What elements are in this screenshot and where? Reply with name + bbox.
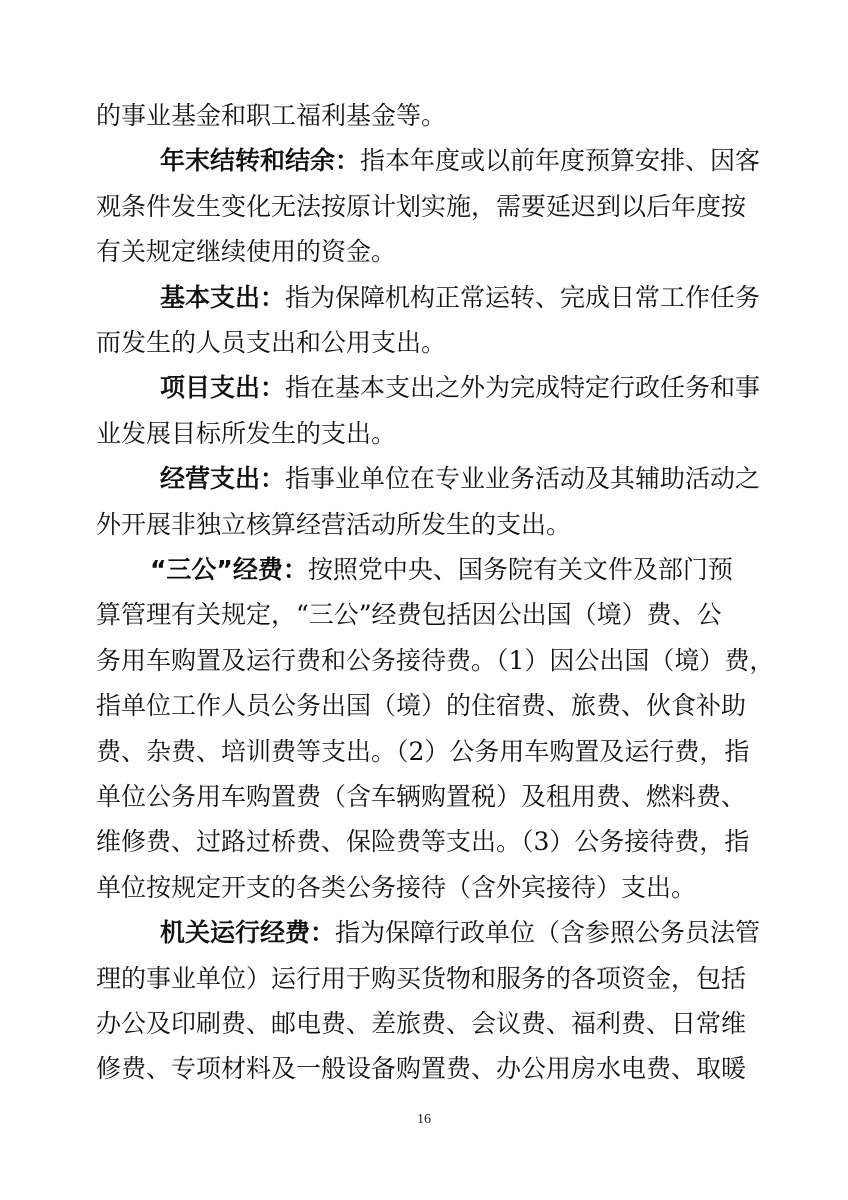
paragraph-line: [96, 1002, 756, 1046]
body-text: 修费、专项材料及一般设备购置费、办公用房水电费、取暖: [96, 1054, 747, 1083]
paragraph-line: [150, 548, 756, 592]
paragraph-line: [96, 639, 775, 683]
paragraph-line: [96, 866, 756, 910]
paragraph-line: [96, 185, 756, 229]
body-text: 单位按规定开支的各类公务接待（含外宾接待）支出。: [96, 873, 697, 902]
definition-term: 机关运行经费：: [160, 918, 336, 947]
body-text: 按照党中央、国务院有关文件及部门预: [307, 555, 733, 584]
paragraph-line: [160, 276, 761, 320]
paragraph-line: [96, 730, 756, 774]
paragraph-line: [160, 139, 761, 183]
body-text: 而发生的人员支出和公用支出。: [96, 328, 447, 357]
paragraph-line: [96, 503, 756, 547]
paragraph-line: [96, 1047, 756, 1091]
body-text: 指单位工作人员公务出国（境）的住宿费、旅费、伙食补助: [96, 691, 747, 720]
body-text: 办公及印刷费、邮电费、差旅费、会议费、福利费、日常维: [96, 1009, 747, 1038]
definition-term: 年末结转和结余：: [160, 146, 361, 175]
paragraph-line: [96, 321, 756, 365]
body-text: 指为保障机构正常运转、完成日常工作任务: [285, 283, 761, 312]
definition-term: 基本支出：: [160, 283, 286, 312]
body-text: 业发展目标所发生的支出。: [96, 419, 397, 448]
paragraph-line: [96, 593, 756, 637]
page-number: 16: [417, 1112, 431, 1127]
definition-term: “三公”经费：: [150, 555, 308, 584]
body-text: 理的事业单位）运行用于购买货物和服务的各项资金，包括: [96, 964, 747, 993]
definition-term: 项目支出：: [160, 373, 286, 402]
paragraph-line: [96, 94, 756, 138]
paragraph-line: [160, 457, 761, 501]
body-text: 指本年度或以前年度预算安排、因客: [360, 146, 761, 175]
paragraph-line: [96, 412, 756, 456]
paragraph-line: [96, 957, 756, 1001]
body-text: 指在基本支出之外为完成特定行政任务和事: [285, 373, 761, 402]
body-text: 观条件发生变化无法按原计划实施，需要延迟到以后年度按: [96, 192, 747, 221]
paragraph-line: [96, 684, 756, 728]
body-text: 的事业基金和职工福利基金等。: [96, 101, 447, 130]
body-text: 务用车购置及运行费和公务接待费。（1）因公出国（境）费，: [96, 646, 775, 675]
paragraph-line: [160, 366, 761, 410]
body-text: 单位公务用车购置费（含车辆购置税）及租用费、燃料费、: [96, 782, 747, 811]
body-text: 指为保障行政单位（含参照公务员法管: [335, 918, 761, 947]
paragraph-line: [160, 911, 761, 955]
body-text: 费、杂费、培训费等支出。（2）公务用车购置及运行费，指: [96, 737, 750, 766]
paragraph-line: [96, 230, 756, 274]
definition-term: 经营支出：: [160, 464, 286, 493]
paragraph-line: [96, 775, 756, 819]
body-text: 有关规定继续使用的资金。: [96, 237, 397, 266]
body-text: 算管理有关规定，“三公”经费包括因公出国（境）费、公: [96, 600, 722, 629]
body-text: 指事业单位在专业业务活动及其辅助活动之: [285, 464, 761, 493]
paragraph-line: [96, 820, 756, 864]
body-text: 维修费、过路过桥费、保险费等支出。（3）公务接待费，指: [96, 827, 750, 856]
body-text: 外开展非独立核算经营活动所发生的支出。: [96, 510, 572, 539]
